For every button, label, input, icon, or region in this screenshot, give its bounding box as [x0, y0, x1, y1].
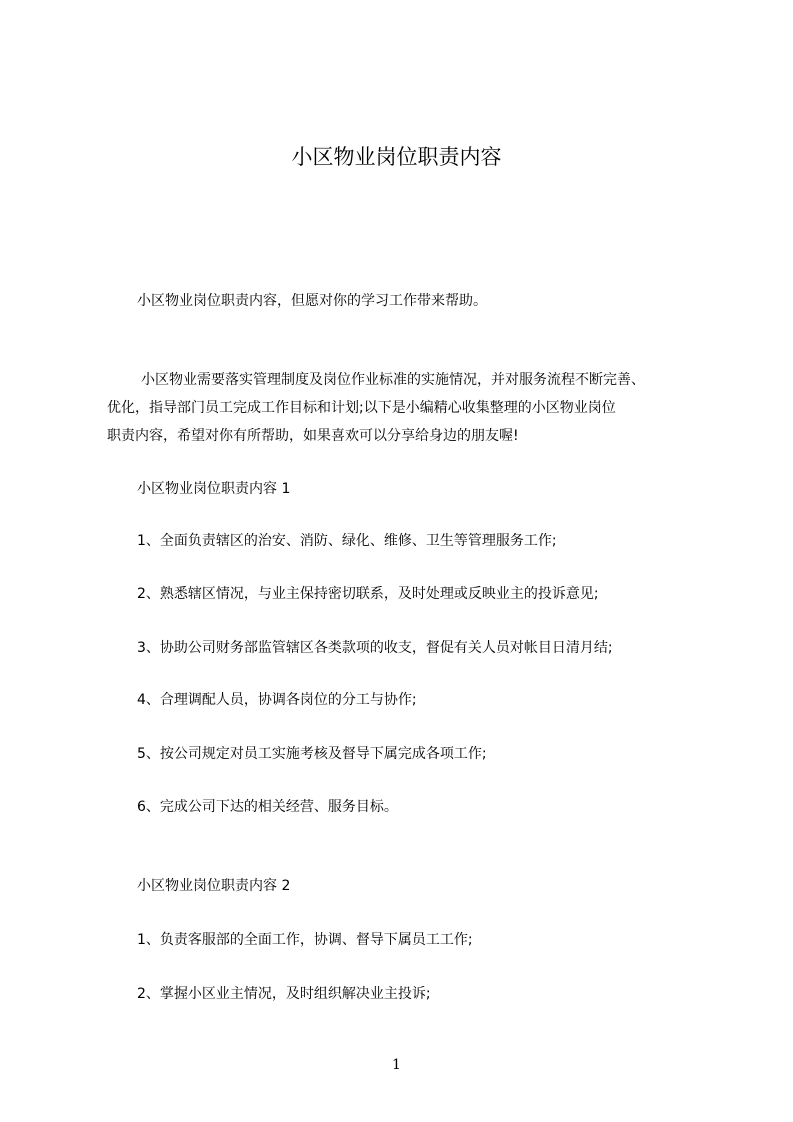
document-title: 小区物业岗位职责内容: [291, 145, 502, 169]
page-number: 1: [392, 1057, 401, 1073]
list-item: 1、全面负责辖区的治安、消防、绿化、维修、卫生等管理服务工作;: [137, 533, 557, 549]
paragraph-line: 小区物业需要落实管理制度及岗位作业标准的实施情况，并对服务流程不断完善、: [141, 372, 645, 388]
list-item: 2、掌握小区业主情况，及时组织解决业主投诉;: [137, 986, 431, 1002]
paragraph-line: 职责内容，希望对你有所帮助，如果喜欢可以分享给身边的朋友喔!: [107, 428, 519, 444]
section-heading: 小区物业岗位职责内容 1: [137, 481, 291, 497]
list-item: 5、按公司规定对员工实施考核及督导下属完成各项工作;: [137, 746, 487, 762]
list-item: 1、负责客服部的全面工作，协调、督导下属员工工作;: [137, 932, 473, 948]
list-item: 2、熟悉辖区情况，与业主保持密切联系，及时处理或反映业主的投诉意见;: [137, 586, 599, 602]
paragraph-line: 优化，指导部门员工完成工作目标和计划;以下是小编精心收集整理的小区物业岗位: [107, 400, 616, 416]
intro-text: 小区物业岗位职责内容，但愿对你的学习工作带来帮助。: [137, 293, 487, 309]
list-item: 3、协助公司财务部监管辖区各类款项的收支，督促有关人员对帐目日清月结;: [137, 640, 613, 656]
list-item: 4、合理调配人员，协调各岗位的分工与协作;: [137, 692, 417, 708]
section-heading: 小区物业岗位职责内容 2: [137, 878, 291, 894]
list-item: 6、完成公司下达的相关经营、服务目标。: [137, 799, 398, 815]
